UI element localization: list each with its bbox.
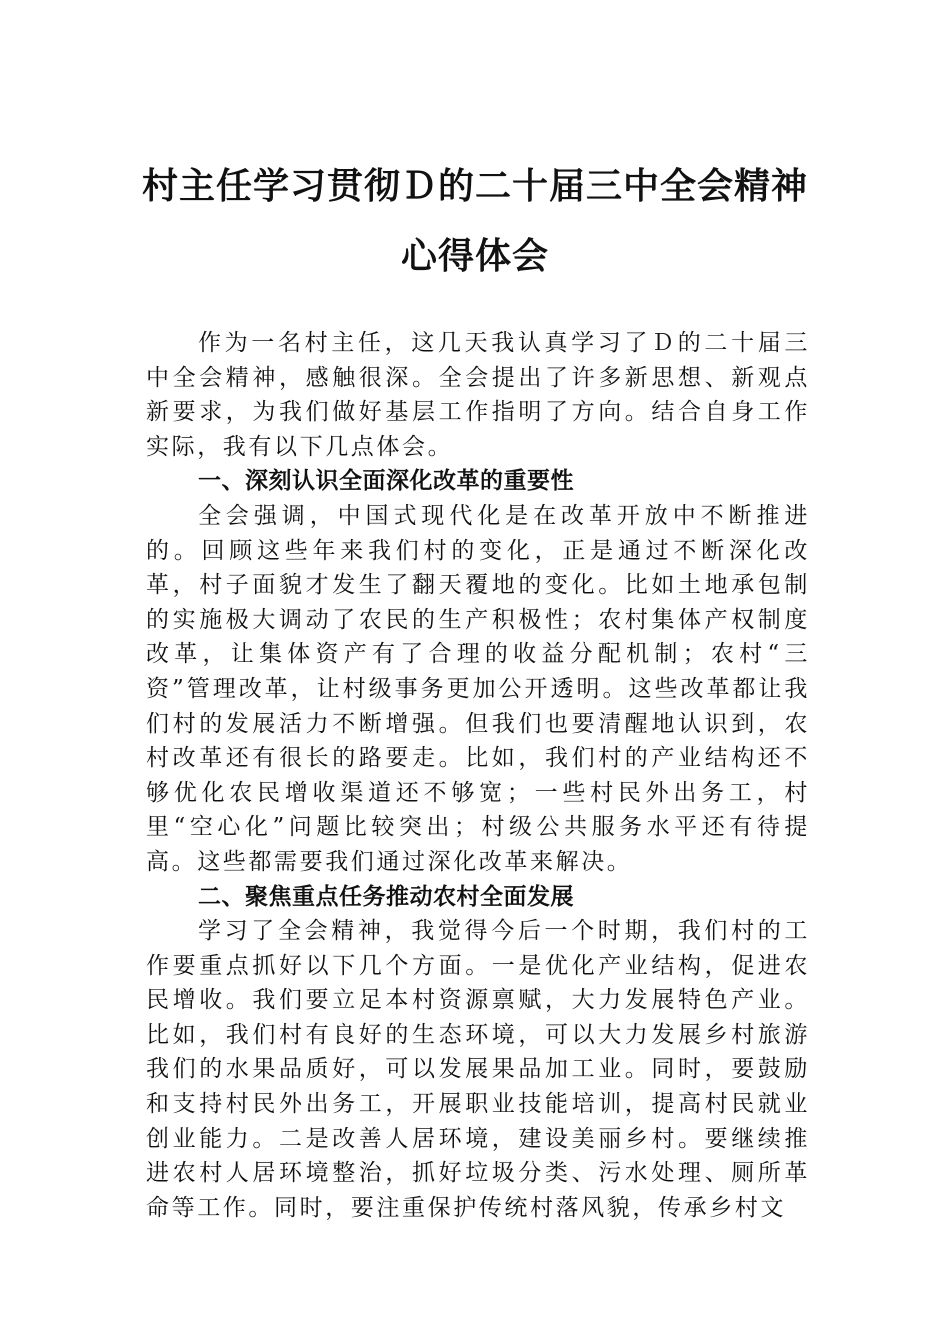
document-body	[146, 326, 810, 1225]
document-title-line-1: 村主任学习贯彻Ｄ的二十届三中全会精神	[141, 165, 808, 207]
document-title-line-2: 心得体会	[400, 235, 549, 277]
section-2-heading: 二、聚焦重点任务推动农村全面发展	[198, 883, 574, 910]
section-2-paragraph: 学习了全会精神，我觉得今后一个时期，我们村的工作要重点抓好以下几个方面。一是优化产业结构，促进农民增收。我们要立足本村资源禀赋，大力发展特色产业。比如，我们村有良好的生态环境，可以大力发展乡村旅游我们的水果品质好，可以发展果品加工业。同时，要鼓励和支持村民外出务工，开展职业技能培训，提高村民就业创业能力。二是改善人居环境，建设美丽乡村。要继续推进农村人居环境整治，抓好垃圾分类、污水处理、厕所革命等工作。同时，要注重保护传统村落风貌，传承乡村文	[146, 918, 810, 1221]
section-1-paragraph: 全会强调，中国式现代化是在改革开放中不断推进的。回顾这些年来我们村的变化，正是通过不断深化改革，村子面貌才发生了翻天覆地的变化。比如土地承包制的实施极大调动了农民的生产积极性；农村集体产权制度改革，让集体资产有了合理的收益分配机制；农村“三资”管理改革，让村级事务更加公开透明。这些改革都让我们村的发展活力不断增强。但我们也要清醒地认识到，农村改革还有很长的路要走。比如，我们村的产业结构还不够优化农民增收渠道还不够宽；一些村民外出务工，村里“空心化”问题比较突出；村级公共服务水平还有待提高。这些都需要我们通过深化改革来解决。	[146, 502, 810, 875]
section-1-heading: 一、深刻认识全面深化改革的重要性	[198, 468, 574, 495]
intro-paragraph: 作为一名村主任，这几天我认真学习了Ｄ的二十届三中全会精神，感触很深。全会提出了许多新思想、新观点新要求，为我们做好基层工作指明了方向。结合自身工作实际，我有以下几点体会。	[146, 330, 810, 460]
